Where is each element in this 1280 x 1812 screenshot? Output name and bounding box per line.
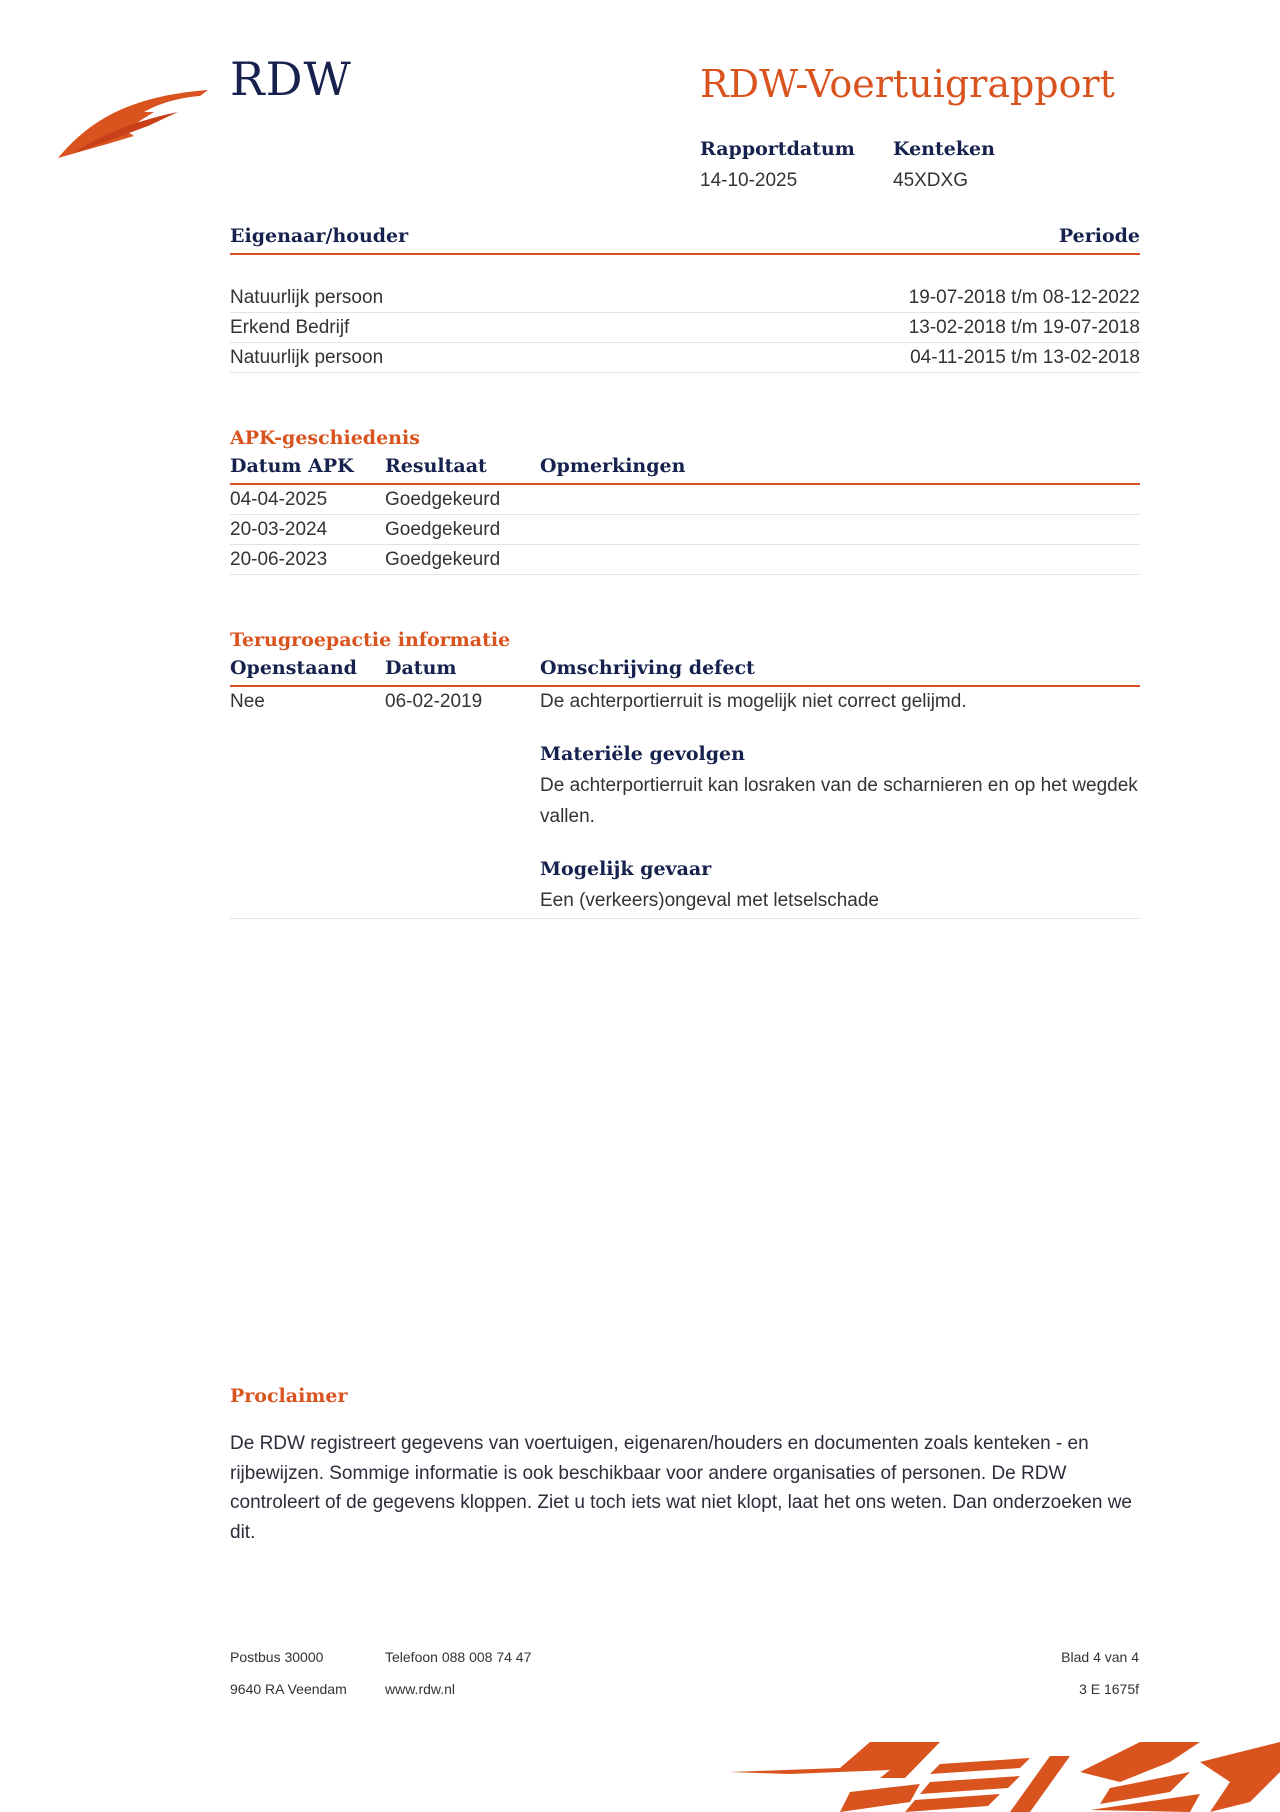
table-row xyxy=(230,283,1140,313)
recall-open-col-header: Openstaand xyxy=(230,657,357,679)
table-row xyxy=(230,515,1140,545)
owner-cell: Erkend Bedrijf xyxy=(230,316,350,338)
report-date-value: 14-10-2025 xyxy=(700,170,798,191)
apk-date-col-header: Datum APK xyxy=(230,455,354,477)
owners-header xyxy=(230,225,1140,255)
table-row xyxy=(230,545,1140,575)
table-row xyxy=(230,485,1140,515)
recall-date-cell: 06-02-2019 xyxy=(385,691,483,712)
apk-date-cell: 20-06-2023 xyxy=(230,548,328,570)
consequences-label: Materiële gevolgen xyxy=(540,743,745,765)
proclaimer-section xyxy=(230,1385,1140,1547)
footer-postbus: Postbus 30000 xyxy=(230,1649,324,1665)
apk-title: APK-geschiedenis xyxy=(230,427,420,449)
footer-website[interactable]: www.rdw.nl xyxy=(385,1681,456,1697)
logo-text: RDW xyxy=(230,52,352,106)
footer-page-number: Blad 4 van 4 xyxy=(1061,1649,1139,1665)
apk-table xyxy=(230,427,1140,575)
apk-header xyxy=(230,455,1140,485)
recall-detail xyxy=(540,739,1140,916)
apk-remarks-col-header: Opmerkingen xyxy=(540,455,686,477)
owner-col-header: Eigenaar/houder xyxy=(230,225,409,247)
footer-phone: Telefoon 088 008 74 47 xyxy=(385,1649,532,1665)
recall-header xyxy=(230,657,1140,687)
rdw-logo-icon xyxy=(58,82,208,162)
footer-page-info xyxy=(1061,1641,1139,1705)
owners-table xyxy=(230,225,1140,373)
recall-defect-col-header: Omschrijving defect xyxy=(540,657,755,679)
apk-result-cell: Goedgekeurd xyxy=(385,518,501,540)
apk-result-cell: Goedgekeurd xyxy=(385,548,501,570)
recall-open-cell: Nee xyxy=(230,691,265,712)
period-cell: 04-11-2015 t/m 13-02-2018 xyxy=(910,346,1140,368)
footer-city: 9640 RA Veendam xyxy=(230,1681,347,1697)
period-col-header: Periode xyxy=(1058,225,1140,247)
table-row xyxy=(230,313,1140,343)
plate-block xyxy=(893,138,995,192)
plate-label: Kenteken xyxy=(893,138,995,160)
danger-text: Een (verkeers)ongeval met letselschade xyxy=(540,890,880,911)
apk-date-cell: 20-03-2024 xyxy=(230,518,328,540)
report-title: RDW-Voertuigrapport xyxy=(700,62,1115,106)
recall-date-col-header: Datum xyxy=(385,657,457,679)
footer-code: 3 E 1675f xyxy=(1079,1681,1139,1697)
rdw-stripes-icon xyxy=(730,1742,1280,1812)
recall-title: Terugroepactie informatie xyxy=(230,629,511,651)
table-row xyxy=(230,343,1140,373)
apk-result-col-header: Resultaat xyxy=(385,455,487,477)
plate-value: 45XDXG xyxy=(893,170,968,191)
consequences-text: De achterportierruit kan losraken van de scharnieren en op het wegdek vallen. xyxy=(540,775,1138,827)
period-cell: 13-02-2018 t/m 19-07-2018 xyxy=(908,316,1140,338)
recall-row xyxy=(230,687,1140,919)
report-date-block xyxy=(700,138,855,192)
apk-date-cell: 04-04-2025 xyxy=(230,488,328,510)
footer-address xyxy=(230,1641,347,1705)
danger-label: Mogelijk gevaar xyxy=(540,858,712,880)
apk-result-cell: Goedgekeurd xyxy=(385,488,501,510)
period-cell: 19-07-2018 t/m 08-12-2022 xyxy=(908,286,1140,308)
owner-cell: Natuurlijk persoon xyxy=(230,346,384,368)
footer-contact xyxy=(385,1641,531,1705)
recall-defect-cell: De achterportierruit is mogelijk niet correct gelijmd. xyxy=(540,691,967,712)
report-date-label: Rapportdatum xyxy=(700,138,855,160)
recall-table xyxy=(230,629,1140,919)
proclaimer-title: Proclaimer xyxy=(230,1385,348,1407)
proclaimer-text: De RDW registreert gegevens van voertuigen, eigenaren/houders en documenten zoals kenteken - en rijbewijzen. Sommige informatie is ook beschikbaar voor andere organisaties of personen. De RDW controleert of de gegevens kloppen. Ziet u toch iets wat niet klopt, laat het ons weten. Dan onderzoeken we dit. xyxy=(230,1433,1132,1543)
owner-cell: Natuurlijk persoon xyxy=(230,286,384,308)
